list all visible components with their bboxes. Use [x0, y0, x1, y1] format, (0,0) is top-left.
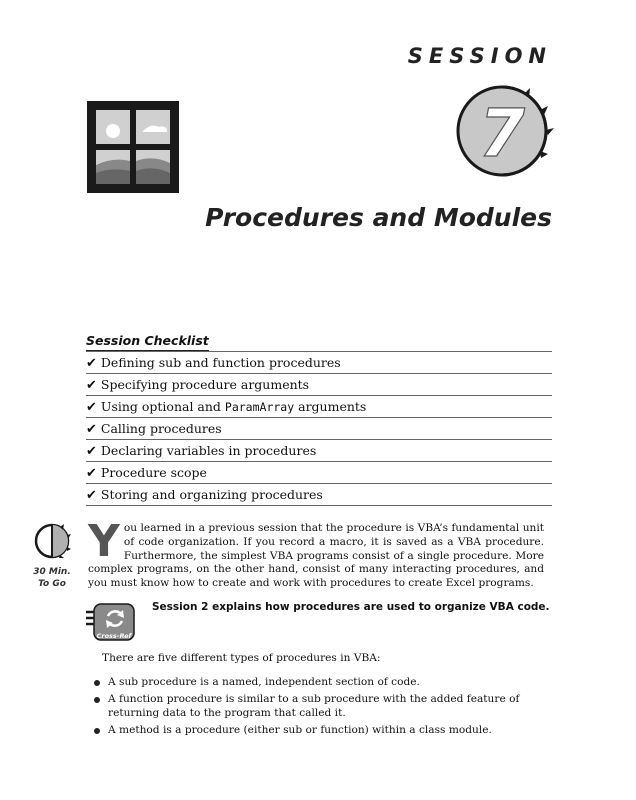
checklist-item: [86, 351, 552, 373]
checklist-item-text: Using optional and: [100, 399, 225, 414]
checklist-item-text: Defining sub and function procedures: [100, 355, 341, 370]
check-mark-icon: ✔: [86, 444, 97, 459]
intro-paragraph: [88, 516, 544, 591]
checklist-heading: Session Checklist: [86, 333, 209, 351]
procedure-types-list: [92, 676, 538, 742]
timer-clock-icon: [33, 522, 71, 560]
checklist-item-code: ParamArray: [224, 400, 295, 414]
check-mark-icon: ✔: [86, 378, 97, 393]
intro-text: ou learned in a previous session that the procedure is VBA’s fundamental unit of code organization. If you record a macro, it is saved as a VBA procedure. Furthermore, the simplest VBA programs consist of a single procedure. More complex programs, on the other hand, consist of many interacting procedures, and you must know how to create and work with procedures to create Excel programs.: [88, 522, 544, 590]
checklist-item-text: Storing and organizing procedures: [100, 487, 323, 502]
types-intro: There are five different types of procedures in VBA:: [102, 652, 381, 664]
list-item: A method is a procedure (either sub or function) within a class module.: [92, 724, 538, 737]
cross-ref-note: Session 2 explains how procedures are used to organize VBA code.: [152, 601, 550, 613]
dropcap: Y: [88, 516, 120, 567]
checklist-item-text: Declaring variables in procedures: [100, 443, 317, 458]
checklist-item: [86, 483, 552, 506]
checklist-item-text: arguments: [294, 399, 367, 414]
checklist-item: [86, 439, 552, 461]
check-mark-icon: ✔: [86, 466, 97, 481]
timer-caption-line1: 30 Min.: [33, 567, 71, 577]
check-mark-icon: ✔: [86, 488, 97, 503]
cross-ref-label: Cross-Ref: [96, 632, 132, 640]
checklist-item: [86, 417, 552, 439]
session-number: 7: [479, 95, 525, 172]
check-mark-icon: ✔: [86, 400, 97, 415]
chapter-title: Procedures and Modules: [205, 203, 552, 232]
checklist-item: [86, 395, 552, 417]
session-label: SESSION: [407, 44, 552, 68]
timer-caption: [22, 566, 82, 590]
session-checklist: [86, 330, 552, 506]
session-dial-icon: [452, 80, 554, 182]
check-mark-icon: ✔: [86, 422, 97, 437]
checklist-item: [86, 461, 552, 483]
checklist-item: [86, 373, 552, 395]
checklist-item-text: Procedure scope: [100, 465, 207, 480]
list-item: A function procedure is similar to a sub procedure with the added feature of returning data to the program that called it.: [92, 693, 538, 720]
checklist-items: [86, 351, 552, 506]
cross-ref-icon: [86, 602, 140, 642]
check-mark-icon: ✔: [86, 356, 97, 371]
timer-caption-line2: To Go: [38, 579, 66, 589]
checklist-item-text: Specifying procedure arguments: [100, 377, 310, 392]
list-item: A sub procedure is a named, independent section of code.: [92, 676, 538, 689]
window-icon: [87, 101, 179, 193]
checklist-item-text: Calling procedures: [100, 421, 222, 436]
